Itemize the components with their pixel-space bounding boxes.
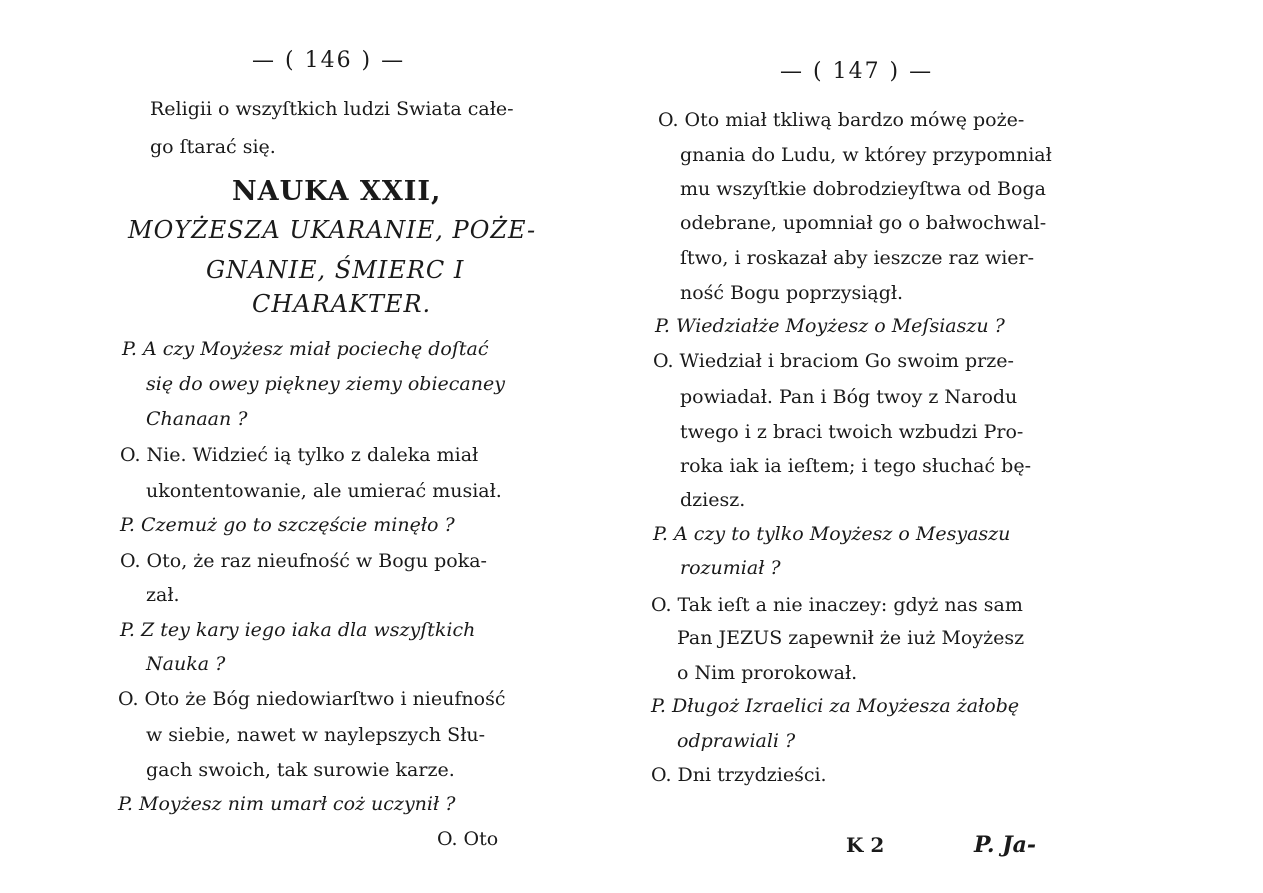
question-line: P. A czy Moyżesz miał pociechę doſtać (122, 338, 489, 360)
question-line: odprawiali ? (677, 730, 796, 752)
answer-line: ukontentowanie, ale umierać musiał. (146, 480, 502, 502)
answer-line: odebrane, upomniał go o bałwochwal- (680, 212, 1047, 234)
section-subtitle: CHARAKTER. (252, 290, 432, 318)
answer-line: w siebie, nawet w naylepszych Słu- (146, 724, 486, 746)
question-line: się do owey piękney ziemy obiecaney (146, 373, 505, 395)
answer-line: zał. (146, 584, 180, 606)
text-line: go ſtarać się. (150, 136, 276, 158)
answer-line: O. Nie. Widzieć ią tylko z daleka miał (120, 444, 479, 466)
page-number-right: — ( 147 ) — (780, 59, 934, 84)
right-page (631, 0, 1263, 893)
question-line: P. Moyżesz nim umarł coż uczynił ? (118, 793, 456, 815)
question-line: P. Wiedziałże Moyżesz o Meſsiaszu ? (655, 315, 1005, 337)
signature-mark: K 2 (846, 833, 885, 857)
answer-line: O. Wiedział i braciom Go swoim prze- (653, 350, 1014, 372)
question-line: Nauka ? (146, 653, 226, 675)
question-line: P. Czemuż go to szczęście minęło ? (120, 514, 455, 536)
answer-line: dziesz. (680, 489, 746, 511)
answer-line: roka iak ia ieſtem; i tego słuchać bę- (680, 455, 1031, 477)
answer-line: ność Bogu poprzysiągł. (680, 282, 904, 304)
answer-line: ſtwo, i roskazał aby ieszcze raz wier- (680, 247, 1035, 269)
answer-line: O. Oto miał tkliwą bardzo mówę poże- (658, 109, 1025, 131)
question-line: rozumiał ? (680, 557, 781, 579)
question-line: P. Długoż Izraelici za Moyżesza żałobę (651, 695, 1020, 717)
catchword: P. Ja- (974, 832, 1037, 858)
answer-line: O. Oto, że raz nieufność w Bogu poka- (120, 550, 487, 572)
catchword: O. Oto (437, 828, 499, 850)
question-line: Chanaan ? (146, 408, 248, 430)
answer-line: powiadał. Pan i Bóg twoy z Narodu (680, 386, 1018, 408)
answer-line: mu wszyſtkie dobrodzieyſtwa od Boga (680, 178, 1046, 200)
answer-line: O. Dni trzydzieści. (651, 764, 827, 786)
answer-line: Pan JEZUS zapewnił że iuż Moyżesz (677, 627, 1025, 649)
answer-line: O. Tak ieſt a nie inaczey: gdyż nas sam (651, 594, 1023, 616)
answer-line: twego i z braci twoich wzbudzi Pro- (680, 421, 1024, 443)
answer-line: gach swoich, tak surowie karze. (146, 759, 455, 781)
section-title: NAUKA XXII, (232, 176, 442, 207)
question-line: P. Z tey kary iego iaka dla wszyſtkich (120, 619, 476, 641)
answer-line: O. Oto że Bóg niedowiarſtwo i nieufność (118, 688, 506, 710)
section-subtitle: MOYŻESZA UKARANIE, POŻE- (128, 216, 537, 244)
text-line: Religii o wszyſtkich ludzi Swiata całe- (150, 98, 514, 120)
section-subtitle: GNANIE, ŚMIERC I (206, 256, 465, 284)
page-number-left: — ( 146 ) — (252, 48, 406, 73)
left-page (0, 0, 631, 893)
answer-line: o Nim prorokował. (677, 662, 858, 684)
question-line: P. A czy to tylko Moyżesz o Mesyaszu (653, 523, 1011, 545)
answer-line: gnania do Ludu, w którey przypomniał (680, 144, 1052, 166)
